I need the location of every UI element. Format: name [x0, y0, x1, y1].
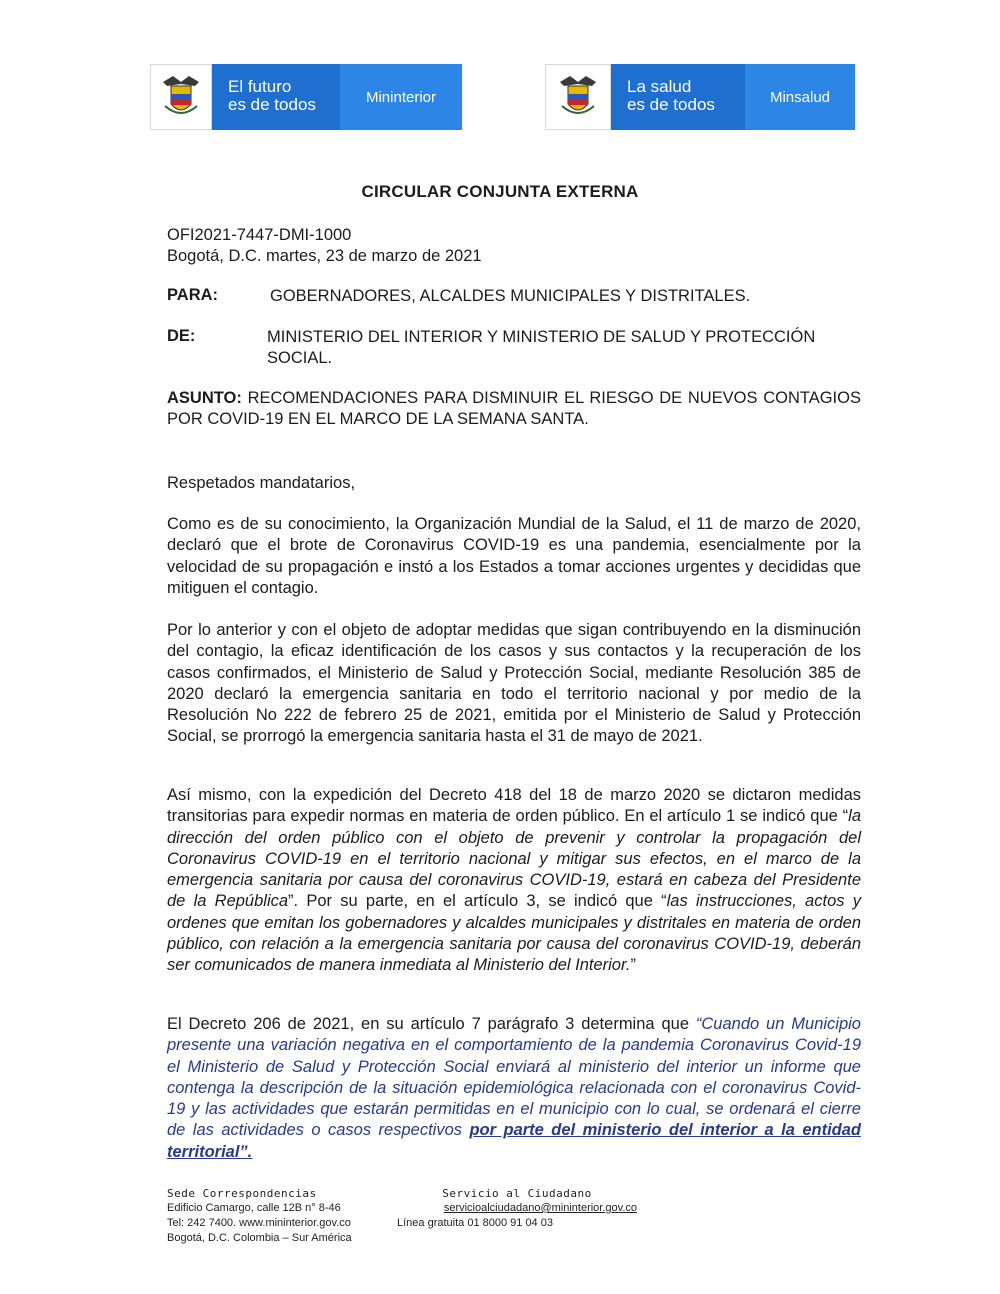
footer-phone: Línea gratuita 01 8000 91 04 03 — [397, 1217, 553, 1229]
slogan-line: La salud — [627, 77, 692, 96]
paragraph-3 — [167, 785, 861, 977]
reference-number: OFI2021-7447-DMI-1000 — [167, 226, 352, 244]
de-value-line: MINISTERIO DEL INTERIOR Y MINISTERIO DE SALUD Y PROTECCIÓN — [267, 328, 816, 346]
paragraph-1: Como es de su conocimiento, la Organización Mundial de la Salud, el 11 de marzo de 2020, declaró que el brote de Coronavirus COVID-19 es una pandemia, esencialmente por la velocidad de su propagación e instó a los Estados a tomar acciones urgentes y decididas que mitiguen el contagio. — [167, 515, 861, 597]
slogan-line: es de todos — [627, 95, 715, 114]
paragraph-4 — [167, 1014, 861, 1163]
footer-address: Edificio Camargo, calle 12B n° 8-46 — [167, 1202, 341, 1214]
emphasis-underlined: por parte del ministerio del interior a la entidad territorial”. — [167, 1121, 861, 1161]
text-run: ” — [630, 956, 636, 975]
coat-of-arms-icon — [545, 64, 611, 130]
asunto — [167, 388, 861, 431]
footer-heading: Servicio al Ciudadano — [442, 1187, 592, 1200]
para-value: GOBERNADORES, ALCALDES MUNICIPALES Y DISTRITALES. — [270, 287, 751, 305]
minsalud-logo — [545, 64, 855, 130]
footer-left — [167, 1186, 352, 1246]
text-run: Así mismo, con la expedición del Decreto 418 del 18 de marzo 2020 se dictaron medidas transitorias para expedir normas en materia de orden público. En el artículo 1 se indicó que “ — [167, 786, 861, 826]
salutation: Respetados mandatarios, — [167, 474, 356, 492]
slogan — [611, 64, 745, 130]
footer-right — [397, 1186, 637, 1231]
de-label: DE: — [167, 327, 196, 345]
quote-italic: la dirección del orden público con el objeto de prevenir y controlar la propagación del Coronavirus COVID-19 en el territorio nacional y mitigar sus efectos, en el marco de la emergencia sanitaria por causa del coronavirus COVID-19, estará en cabeza del Presidente de la República — [167, 807, 861, 911]
footer-city: Bogotá, D.C. Colombia – Sur América — [167, 1232, 352, 1244]
paragraph-2: Por lo anterior y con el objeto de adoptar medidas que sigan contribuyendo en la disminución del contagio, la eficaz identificación de los casos y sus contactos y la recuperación de los casos confirmados, el Ministerio de Salud y Protección Social, mediante Resolución 385 de 2020 declaró la emergencia sanitaria en todo el territorio nacional y por medio de la Resolución No 222 de febrero 25 de 2021, emitida por el Ministerio de Salud y Protección Social, se prorrogó la emergencia sanitaria hasta el 31 de mayo de 2021. — [167, 621, 861, 746]
place-date: Bogotá, D.C. martes, 23 de marzo de 2021 — [167, 247, 482, 265]
email-link[interactable]: servicioalciudadano@mininterior.gov.co — [443, 1202, 637, 1214]
slogan — [212, 64, 340, 130]
para-label: PARA: — [167, 286, 219, 304]
asunto-label: ASUNTO: — [167, 389, 242, 407]
coat-of-arms-icon — [150, 64, 212, 130]
quote-italic: las instrucciones, actos y ordenes que emitan los gobernadores y alcaldes municipales y distritales en materia de orden público, con relación a la emergencia sanitaria por causa del coronavirus COVID-19, deberán ser comunicados de manera inmediata al Ministerio del Interior. — [167, 892, 861, 975]
ministry-name: Mininterior — [340, 64, 462, 130]
de-value-line: SOCIAL. — [267, 349, 333, 367]
footer-heading: Sede Correspondencias — [167, 1187, 317, 1200]
ministry-name: Minsalud — [745, 64, 855, 130]
text-run: El Decreto 206 de 2021, en su artículo 7 parágrafo 3 determina que — [167, 1015, 696, 1033]
document-title: CIRCULAR CONJUNTA EXTERNA — [361, 182, 639, 201]
mininterior-logo — [150, 64, 462, 130]
asunto-value: RECOMENDACIONES PARA DISMINUIR EL RIESGO DE NUEVOS CONTAGIOS POR COVID-19 EN EL MARCO DE LA SEMANA SANTA. — [167, 389, 861, 429]
slogan-line: es de todos — [228, 95, 316, 114]
footer-contact: Tel: 242 7400. www.mininterior.gov.co — [167, 1217, 351, 1229]
quote-italic: “Cuando un Municipio presente una variación negativa en el comportamiento de la pandemia Coronavirus Covid-19 el Ministerio de Salud y Protección Social enviará al ministerio del interior un informe que contenga la descripción de la situación epidemiológica relacionada con el coronavirus Covid-19 y las actividades que estarán permitidas en el municipio con lo cual, se ordenará el cierre de las actividades o casos respectivos — [167, 1015, 861, 1140]
text-run: ”. Por su parte, en el artículo 3, se indicó que “ — [288, 892, 667, 911]
slogan-line: El futuro — [228, 77, 292, 96]
